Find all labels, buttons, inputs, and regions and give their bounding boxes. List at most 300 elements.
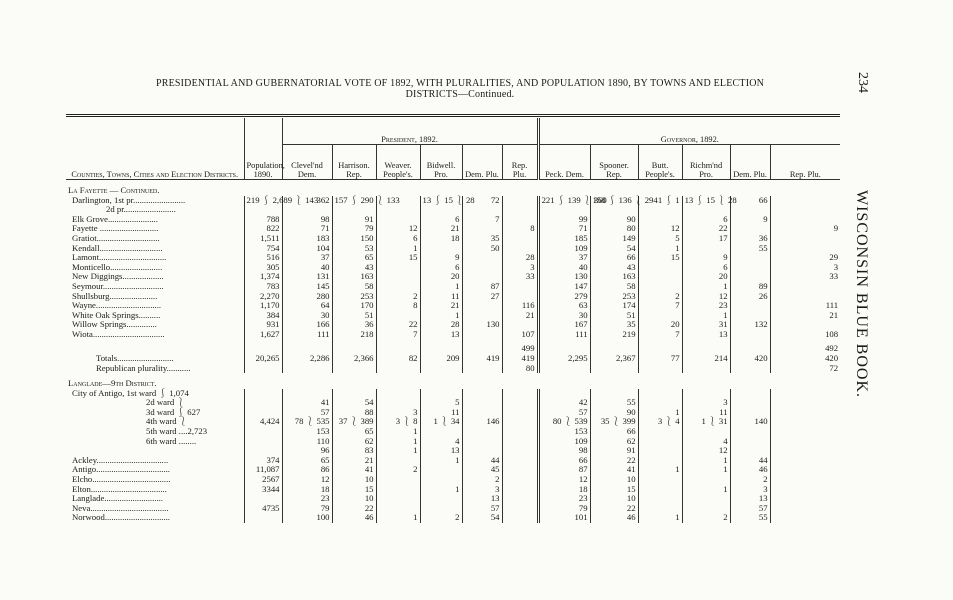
president-vote-cell: 209 [420, 340, 462, 364]
president-vote-cell: 98 [282, 215, 332, 225]
governor-vote-cell: 20 [682, 272, 730, 282]
president-vote-cell [462, 301, 502, 311]
president-vote-cell: 7 [462, 215, 502, 225]
governor-vote-cell: 1 [638, 408, 682, 418]
president-vote-cell: 12 [282, 475, 332, 485]
table-body [66, 180, 840, 524]
president-vote-cell [462, 253, 502, 263]
governor-vote-cell: 158 ⎰ 136 ⎱ 294 [590, 196, 638, 206]
president-vote-cell: 1 [420, 311, 462, 321]
governor-col-header: Spooner. Rep. [590, 145, 638, 180]
president-vote-cell: 18 [282, 485, 332, 495]
governor-vote-cell [730, 437, 770, 447]
president-vote-cell [420, 364, 462, 374]
president-vote-cell [376, 485, 420, 495]
district-name: New Diggings................... [72, 271, 164, 282]
district-name: Elk Grove....................... [72, 213, 158, 224]
president-vote-cell: 54 [332, 398, 376, 408]
population-cell: 2,270 [244, 292, 282, 302]
table-row [66, 330, 840, 340]
governor-vote-cell: 57 [538, 408, 590, 418]
governor-vote-cell: 1 [638, 513, 682, 523]
header-line-1: PRESIDENTIAL AND GUBERNATORIAL VOTE OF 1892, WITH PLURALITIES, AND POPULATION 1890, BY TOWNS AND ELECTION [155, 78, 765, 89]
governor-vote-cell [730, 301, 770, 311]
president-vote-cell: 62 [332, 437, 376, 447]
district-name: Lamont............................... [72, 252, 167, 263]
president-vote-cell [502, 446, 538, 456]
governor-vote-cell [682, 364, 730, 374]
governor-vote-cell [638, 446, 682, 456]
president-vote-cell: 58 [332, 282, 376, 292]
governor-vote-cell: 29 [770, 253, 840, 263]
governor-vote-cell: 1 [682, 485, 730, 495]
governor-vote-cell: 3 [682, 398, 730, 408]
empty-cell [770, 389, 840, 399]
president-vote-cell [502, 513, 538, 523]
president-vote-cell: 50 [462, 244, 502, 254]
president-vote-cell [502, 234, 538, 244]
governor-vote-cell: 13 [730, 494, 770, 504]
population-header: Population, 1890. [244, 118, 282, 180]
table-row [66, 234, 840, 244]
president-vote-cell: 3 ⎱ 8 [376, 417, 420, 427]
district-name: Wayne.............................. [72, 300, 162, 311]
president-vote-cell [420, 465, 462, 475]
population-cell: 3344 [244, 485, 282, 495]
governor-vote-cell: 1 [682, 282, 730, 292]
governor-header: Governor, 1892. [538, 118, 840, 145]
president-vote-cell: 79 [282, 504, 332, 514]
governor-vote-cell: 99 [538, 215, 590, 225]
president-vote-cell: 20 [420, 272, 462, 282]
governor-vote-cell [770, 215, 840, 225]
governor-vote-cell: 26 [730, 292, 770, 302]
governor-vote-cell [638, 494, 682, 504]
president-vote-cell: 5 [420, 398, 462, 408]
president-header: President, 1892. [282, 118, 538, 145]
population-cell: 1,627 [244, 330, 282, 340]
governor-vote-cell: 89 [730, 282, 770, 292]
president-vote-cell [420, 494, 462, 504]
governor-vote-cell: 15 [638, 253, 682, 263]
governor-vote-cell [770, 456, 840, 466]
president-vote-cell: 183 [282, 234, 332, 244]
president-vote-cell [502, 437, 538, 447]
president-vote-cell: 86 [282, 465, 332, 475]
governor-vote-cell: 20 [638, 320, 682, 330]
population-cell: 754 [244, 244, 282, 254]
district-name: Neva.................................... [72, 502, 169, 513]
governor-vote-cell: 185 [538, 234, 590, 244]
governor-vote-cell: 63 [538, 301, 590, 311]
president-col-header: Dem. Plu. [462, 145, 502, 180]
governor-vote-cell [770, 504, 840, 514]
section-title-row [66, 180, 840, 196]
totals-row [66, 340, 840, 364]
governor-vote-cell: 1 [638, 244, 682, 254]
governor-vote-cell: 87 [538, 465, 590, 475]
district-name: Seymour............................ [72, 280, 164, 291]
president-vote-cell: 36 [332, 320, 376, 330]
governor-vote-cell: 4 [682, 437, 730, 447]
district-name: Elcho.................................... [72, 474, 171, 485]
governor-vote-cell: 2 [638, 292, 682, 302]
president-vote-cell: 2 [420, 513, 462, 523]
governor-vote-cell: 66 [590, 427, 638, 437]
governor-vote-cell: 167 [538, 320, 590, 330]
president-vote-cell: 46 [332, 513, 376, 523]
president-vote-cell: 6 [420, 263, 462, 273]
governor-vote-cell: 30 [538, 311, 590, 321]
governor-col-header: Richm'nd Pro. [682, 145, 730, 180]
governor-vote-cell: 140 [730, 417, 770, 427]
president-vote-cell: 1 [376, 513, 420, 523]
governor-vote-cell: 132 [730, 320, 770, 330]
population-cell: 788 [244, 215, 282, 225]
governor-vote-cell [770, 417, 840, 427]
governor-vote-cell: 420 [730, 340, 770, 364]
governor-vote-cell: 90 [590, 408, 638, 418]
president-vote-cell: 2,366 [332, 340, 376, 364]
governor-vote-cell: 13 ⎰ 15 ⎱ 28 [682, 196, 730, 206]
president-vote-cell: 37 [282, 253, 332, 263]
governor-vote-cell: 9 [682, 253, 730, 263]
governor-vote-cell: 2,295 [538, 340, 590, 364]
president-vote-cell: 6 [420, 215, 462, 225]
president-col-header: Weaver. People's. [376, 145, 420, 180]
population-cell: 1,170 [244, 301, 282, 311]
president-vote-cell [376, 272, 420, 282]
governor-vote-cell: 130 [538, 272, 590, 282]
governor-vote-cell [638, 475, 682, 485]
table-row [66, 465, 840, 475]
governor-vote-cell: 3 ⎱ 4 [638, 417, 682, 427]
president-vote-cell: 30 [282, 311, 332, 321]
section-title-la-fayette: La Fayette — Continued. [66, 180, 840, 196]
governor-vote-cell [730, 364, 770, 374]
governor-vote-cell: 153 [538, 427, 590, 437]
governor-vote-cell: 279 [538, 292, 590, 302]
governor-vote-cell [770, 437, 840, 447]
governor-vote-cell: 109 [538, 244, 590, 254]
population-cell: 384 [244, 311, 282, 321]
governor-vote-cell: 5 [638, 234, 682, 244]
president-vote-cell: 1 [376, 437, 420, 447]
governor-vote-cell: 10 [590, 475, 638, 485]
president-vote-cell: 111 [282, 330, 332, 340]
page-number: 234 [855, 72, 870, 93]
district-name: Antigo.................................. [72, 464, 170, 475]
empty-cell [376, 389, 420, 399]
district-name: Ackley................................. [72, 454, 169, 465]
governor-vote-cell: 33 [770, 272, 840, 282]
top-rule-2 [66, 116, 840, 117]
district-name: Darlington, 1st pr........................ [72, 194, 186, 205]
governor-vote-cell: 221 ⎰ 139 ⎱ 360 [538, 196, 590, 206]
population-cell: 2567 [244, 475, 282, 485]
president-vote-cell: 131 [282, 272, 332, 282]
governor-vote-cell: 72 [770, 364, 840, 374]
district-name: Totals.......................... [96, 352, 174, 363]
president-vote-cell: 28 [420, 320, 462, 330]
population-cell: 516 [244, 253, 282, 263]
governor-vote-cell: 77 [638, 340, 682, 364]
governor-vote-cell [770, 427, 840, 437]
president-vote-cell: 166 [282, 320, 332, 330]
president-vote-cell [376, 205, 420, 215]
governor-vote-cell: 1 [682, 311, 730, 321]
president-vote-cell: 21 [502, 311, 538, 321]
president-vote-cell: 53 [332, 244, 376, 254]
president-vote-cell: 1 [420, 282, 462, 292]
president-vote-cell: 96 [282, 446, 332, 456]
district-name: Norwood.............................. [72, 512, 170, 523]
governor-vote-cell: 18 [538, 485, 590, 495]
governor-vote-cell: 174 [590, 301, 638, 311]
governor-vote-cell: 23 [682, 301, 730, 311]
governor-vote-cell: 55 [590, 398, 638, 408]
president-vote-cell: 146 [462, 417, 502, 427]
district-name: Gratiot............................. [72, 232, 160, 243]
president-vote-cell: 10 [332, 475, 376, 485]
president-vote-cell: 2 [462, 475, 502, 485]
governor-vote-cell: 90 [590, 215, 638, 225]
president-vote-cell: 11 [420, 408, 462, 418]
president-vote-cell [282, 364, 332, 374]
president-col-header: Clevel'nd Dem. [282, 145, 332, 180]
president-vote-cell: 2 [376, 465, 420, 475]
governor-vote-cell [638, 263, 682, 273]
governor-vote-cell [682, 494, 730, 504]
president-vote-cell: 2,286 [282, 340, 332, 364]
governor-vote-cell: 111 [538, 330, 590, 340]
president-vote-cell: 362 [282, 196, 332, 206]
president-vote-cell: 15 [376, 253, 420, 263]
president-vote-cell: 72 [462, 196, 502, 206]
district-name: Kendall............................. [72, 242, 163, 253]
empty-cell [502, 389, 538, 399]
governor-vote-cell: 13 [682, 330, 730, 340]
governor-vote-cell: 109 [538, 437, 590, 447]
president-vote-cell: 18 [420, 234, 462, 244]
governor-vote-cell: 21 [770, 311, 840, 321]
governor-vote-cell: 91 [590, 446, 638, 456]
governor-vote-cell: 22 [590, 456, 638, 466]
governor-vote-cell: 62 [590, 437, 638, 447]
governor-vote-cell [770, 234, 840, 244]
districts-header: Counties, Towns, Cities and Election Districts. [71, 170, 239, 179]
population-cell: 1,374 [244, 272, 282, 282]
district-name: Wiota................................. [72, 328, 165, 339]
president-vote-cell [332, 364, 376, 374]
governor-vote-cell [770, 446, 840, 456]
governor-vote-cell: 71 [538, 224, 590, 234]
district-name: Fayette ........................... [72, 223, 159, 234]
population-cell [244, 427, 282, 437]
governor-vote-cell: 6 [682, 215, 730, 225]
governor-vote-cell: 2 [682, 513, 730, 523]
president-vote-cell: 33 [502, 272, 538, 282]
president-vote-cell: 145 [282, 282, 332, 292]
governor-vote-cell [590, 364, 638, 374]
president-vote-cell [502, 465, 538, 475]
governor-vote-cell: 66 [538, 456, 590, 466]
president-vote-cell: 65 [332, 253, 376, 263]
running-title: WISCONSIN BLUE BOOK. [853, 190, 870, 398]
governor-vote-cell: 214 [682, 340, 730, 364]
president-vote-cell: 280 [282, 292, 332, 302]
president-vote-cell: 37 ⎱ 389 [332, 417, 376, 427]
governor-vote-cell: 253 [590, 292, 638, 302]
president-vote-cell [502, 456, 538, 466]
president-vote-cell: 15 [332, 485, 376, 495]
governor-vote-cell [770, 408, 840, 418]
president-vote-cell: 150 [332, 234, 376, 244]
president-vote-cell: 8 [502, 224, 538, 234]
population-cell: 783 [244, 282, 282, 292]
population-cell [244, 437, 282, 447]
table-row [66, 513, 840, 523]
president-vote-cell: 57 [462, 504, 502, 514]
president-vote-cell [502, 196, 538, 206]
population-cell: 20,265 [244, 340, 282, 364]
governor-col-header: Rep. Plu. [770, 145, 840, 180]
president-vote-cell: 11 [420, 292, 462, 302]
district-name: 5th ward ....2,723 [146, 426, 208, 437]
president-vote-cell: 45 [462, 465, 502, 475]
governor-vote-cell: 55 [730, 244, 770, 254]
governor-vote-cell: 15 [590, 485, 638, 495]
district-name: Republican plurality........... [96, 362, 191, 373]
plurality-row [66, 364, 840, 374]
president-vote-cell: 13 [420, 330, 462, 340]
governor-vote-cell: 22 [682, 224, 730, 234]
governor-vote-cell: 23 [538, 494, 590, 504]
governor-vote-cell: 147 [538, 282, 590, 292]
president-vote-cell [462, 364, 502, 374]
president-vote-cell: 21 [420, 301, 462, 311]
population-cell: 1,511 [244, 234, 282, 244]
district-name: Monticello........................ [72, 261, 163, 272]
president-vote-cell: 13 [462, 494, 502, 504]
president-vote-cell: 21 [332, 456, 376, 466]
empty-cell [244, 389, 282, 399]
section-title-row [66, 373, 840, 389]
governor-vote-cell: 1 ⎰ 1 [638, 196, 682, 206]
district-name: 2d ward ⎱ [146, 397, 186, 408]
president-vote-cell: 9 [420, 253, 462, 263]
district-name: Langlade........................... [72, 493, 163, 504]
governor-vote-cell: 54 [590, 244, 638, 254]
president-vote-cell [502, 427, 538, 437]
governor-vote-cell [730, 427, 770, 437]
population-cell: 4735 [244, 504, 282, 514]
population-cell: 305 [244, 263, 282, 273]
president-vote-cell: 1 ⎱ 34 [420, 417, 462, 427]
president-vote-cell: 65 [282, 456, 332, 466]
governor-vote-cell: 7 [638, 330, 682, 340]
governor-vote-cell: 37 [538, 253, 590, 263]
governor-vote-cell: 6 [682, 263, 730, 273]
president-vote-cell [462, 263, 502, 273]
governor-vote-cell: 10 [590, 494, 638, 504]
president-vote-cell: 2 [376, 292, 420, 302]
governor-vote-cell: 80 [590, 224, 638, 234]
president-vote-cell [502, 282, 538, 292]
president-vote-cell: 54 [462, 513, 502, 523]
district-name: White Oak Springs.......... [72, 309, 161, 320]
empty-cell [638, 389, 682, 399]
president-vote-cell: 44 [462, 456, 502, 466]
district-name: 2d pr........................ [106, 204, 176, 215]
president-vote-cell: 64 [282, 301, 332, 311]
president-vote-cell: 88 [332, 408, 376, 418]
governor-vote-cell: 2,367 [590, 340, 638, 364]
governor-vote-cell [770, 475, 840, 485]
governor-vote-cell [638, 205, 682, 215]
president-vote-cell: 163 [332, 272, 376, 282]
governor-vote-cell: 36 [730, 234, 770, 244]
governor-vote-cell: 66 [590, 253, 638, 263]
president-vote-cell [462, 427, 502, 437]
governor-vote-cell [730, 253, 770, 263]
president-vote-cell: 35 [462, 234, 502, 244]
governor-vote-cell: 492 420 [770, 340, 840, 364]
president-vote-cell: 419 [462, 340, 502, 364]
governor-vote-cell: 3 [730, 485, 770, 495]
president-vote-cell [502, 417, 538, 427]
president-vote-cell: 71 [282, 224, 332, 234]
population-cell [244, 513, 282, 523]
governor-vote-cell: 12 [682, 292, 730, 302]
governor-vote-cell: 79 [538, 504, 590, 514]
president-vote-cell: 21 [420, 224, 462, 234]
president-vote-cell: 8 [376, 301, 420, 311]
president-vote-cell [502, 504, 538, 514]
governor-vote-cell [730, 398, 770, 408]
governor-col-header: Dem. Plu. [730, 145, 770, 180]
president-vote-cell: 13 [420, 446, 462, 456]
president-vote-cell [502, 494, 538, 504]
governor-vote-cell [770, 282, 840, 292]
president-vote-cell: 91 [332, 215, 376, 225]
president-vote-cell: 41 [332, 465, 376, 475]
president-vote-cell: 40 [282, 263, 332, 273]
president-vote-cell: 1 [376, 427, 420, 437]
population-cell [244, 364, 282, 374]
district-name: Willow Springs.............. [72, 319, 157, 330]
governor-vote-cell: 111 [770, 301, 840, 311]
governor-vote-cell: 1 [638, 465, 682, 475]
governor-vote-cell: 57 [730, 504, 770, 514]
governor-vote-cell [770, 513, 840, 523]
empty-cell [730, 389, 770, 399]
president-vote-cell: 28 [502, 253, 538, 263]
president-vote-cell: 253 [332, 292, 376, 302]
president-vote-cell: 12 [376, 224, 420, 234]
president-vote-cell [462, 398, 502, 408]
president-vote-cell: 499 419 [502, 340, 538, 364]
president-vote-cell [502, 398, 538, 408]
governor-vote-cell [638, 364, 682, 374]
governor-vote-cell [770, 205, 840, 215]
governor-vote-cell: 9 [730, 215, 770, 225]
president-vote-cell: 7 [376, 330, 420, 340]
governor-vote-cell: 35 ⎱ 399 [590, 417, 638, 427]
antigo-label: City of Antigo, 1st ward ⎰ 1,074 [72, 387, 189, 398]
president-vote-cell: 78 ⎱ 535 [282, 417, 332, 427]
governor-col-header: Peck. Dem. [538, 145, 590, 180]
